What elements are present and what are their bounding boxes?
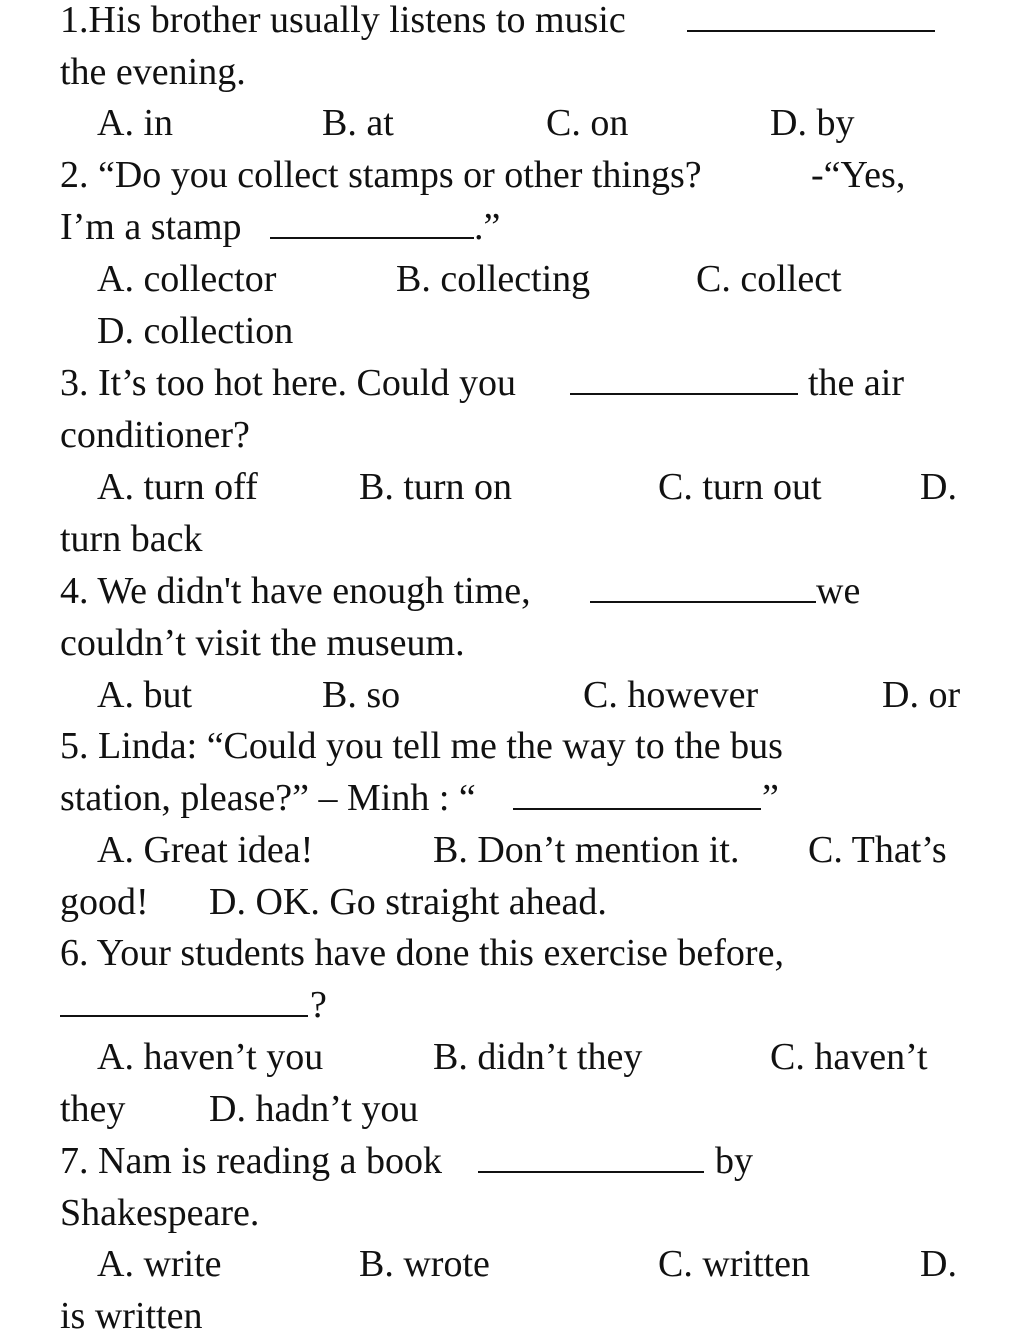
question-5-option-c: C. That’s: [808, 829, 947, 871]
question-2-stem-cont: I’m a stamp: [60, 206, 242, 248]
question-1-option-a: A. in: [97, 102, 173, 144]
question-6-option-c-text: they: [60, 1088, 126, 1130]
question-2-stem-end: .”: [474, 206, 501, 248]
question-1-stem: 1.His brother usually listens to music: [60, 0, 626, 41]
question-1-stem-cont: the evening.: [60, 51, 246, 93]
question-6-option-a: A. haven’t you: [97, 1036, 324, 1078]
question-7-option-d-text: is written: [60, 1295, 203, 1337]
question-2-option-c: C. collect: [696, 258, 842, 300]
question-7-option-a: A. write: [97, 1243, 222, 1285]
question-2-stem: 2. “Do you collect stamps or other things?: [60, 154, 702, 196]
question-2-option-a: A. collector: [97, 258, 277, 300]
question-6-stem-end: ?: [310, 984, 327, 1026]
question-5-option-b: B. Don’t mention it.: [433, 829, 740, 871]
question-3-stem-cont: conditioner?: [60, 414, 250, 456]
question-5-option-c-text: good!: [60, 881, 149, 923]
question-2-blank: [270, 201, 474, 253]
question-7-stem-cont: Shakespeare.: [60, 1192, 260, 1234]
question-2-option-d: D. collection: [97, 310, 294, 352]
question-5-stem: 5. Linda: “Could you tell me the way to the bus: [60, 725, 783, 767]
question-4-stem-after-blank: we: [816, 570, 861, 612]
question-6-option-c: C. haven’t: [770, 1036, 928, 1078]
question-7-option-d: D.: [920, 1243, 957, 1285]
question-2-option-b: B. collecting: [396, 258, 591, 300]
question-1-blank: [687, 0, 935, 46]
question-5-blank: [513, 772, 761, 824]
question-6-blank: [60, 979, 308, 1031]
question-4-option-c: C. however: [583, 674, 759, 716]
question-5-option-a: A. Great idea!: [97, 829, 314, 871]
question-7-stem-after-blank: by: [715, 1140, 753, 1182]
question-3-option-a: A. turn off: [97, 466, 258, 508]
question-3-option-c: C. turn out: [658, 466, 822, 508]
question-4-blank: [590, 565, 816, 617]
question-6-stem: 6. Your students have done this exercise before,: [60, 932, 784, 974]
question-2-answer-start: -“Yes,: [811, 154, 906, 196]
question-7-option-b: B. wrote: [359, 1243, 490, 1285]
question-4-stem: 4. We didn't have enough time,: [60, 570, 531, 612]
question-3-stem: 3. It’s too hot here. Could you: [60, 362, 516, 404]
question-7-option-c: C. written: [658, 1243, 810, 1285]
question-4-option-b: B. so: [322, 674, 401, 716]
question-1-option-c: C. on: [546, 102, 629, 144]
question-4-stem-cont: couldn’t visit the museum.: [60, 622, 465, 664]
question-6-option-d: D. hadn’t you: [209, 1088, 419, 1130]
question-5-option-d: D. OK. Go straight ahead.: [209, 881, 607, 923]
question-4-option-a: A. but: [97, 674, 192, 716]
question-5-stem-cont: station, please?” – Minh : “: [60, 777, 476, 819]
question-1-option-d: D. by: [770, 102, 855, 144]
question-3-blank: [570, 357, 798, 409]
question-3-option-d-text: turn back: [60, 518, 203, 560]
question-3-option-d: D.: [920, 466, 957, 508]
question-7-blank: [478, 1135, 704, 1187]
question-5-stem-end: ”: [762, 777, 779, 819]
question-7-stem: 7. Nam is reading a book: [60, 1140, 443, 1182]
question-3-stem-after-blank: the air: [808, 362, 905, 404]
question-6-option-b: B. didn’t they: [433, 1036, 643, 1078]
question-3-option-b: B. turn on: [359, 466, 513, 508]
question-1-option-b: B. at: [322, 102, 394, 144]
question-4-option-d: D. or: [882, 674, 961, 716]
